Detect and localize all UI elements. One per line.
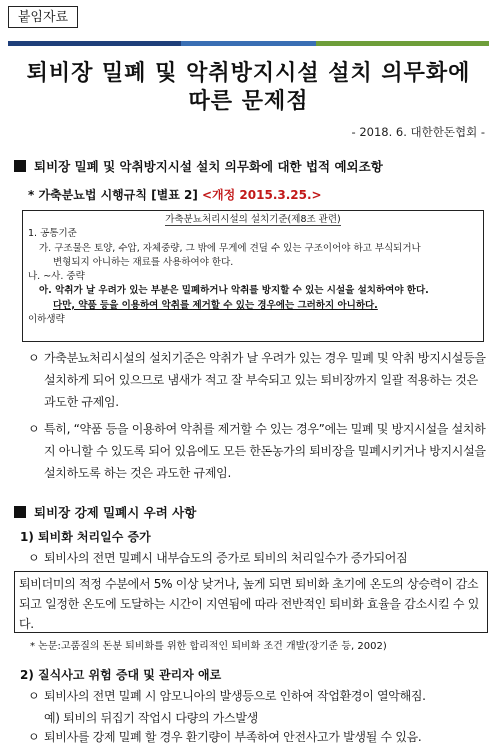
citation-note: * 논문:고품질의 돈분 퇴비화를 위한 합리적인 퇴비화 조건 개발(장기준 등, 2002) — [30, 641, 387, 652]
law-line-emphasis: 아. 악취가 날 우려가 있는 부분은 밀폐하거나 악취를 방지할 수 있는 시설을 설치하여야 한다. — [39, 285, 429, 297]
section1-heading: 퇴비장 밀폐 및 악취방지시설 설치 의무화에 대한 법적 예외조항 — [14, 157, 383, 175]
section1-law-reference: * 가축분뇨법 시행규칙 [별표 2] <개정 2015.3.25.> — [28, 188, 322, 202]
paragraph-4-example: 예) 퇴비의 뒤집기 작업시 다량의 가스발생 — [44, 711, 258, 725]
document-title-line2: 따른 문제점 — [188, 88, 309, 114]
subheading-1: 1) 퇴비화 처리일수 증가 — [20, 530, 151, 544]
law-excerpt-title: 가축분뇨처리시설의 설치기준(제8조 관련) — [165, 214, 341, 225]
subheading-2: 2) 질식사고 위험 증대 및 관리자 애로 — [20, 668, 222, 682]
revision-date: <개정 2015.3.25.> — [202, 188, 322, 202]
circle-bullet-icon: ㅇ — [28, 730, 40, 744]
attachment-tag: 붙임자료 — [8, 6, 78, 28]
header-color-bar — [8, 41, 489, 46]
dateline: - 2018. 6. 대한한돈협회 - — [351, 125, 485, 139]
paragraph-1: ㅇ 가축분뇨처리시설의 설치기준은 악취가 날 우려가 있는 경우 밀폐 및 악취 방지시설등을 설치하게 되어 있으므로 냄새가 적고 잘 부숙되고 있는 퇴비장까지 일괄 적용하는 것은 과도한 규제임. — [28, 347, 490, 413]
document-title-line1: 퇴비장 밀폐 및 악취방지시설 설치 의무화에 — [26, 60, 471, 86]
law-line: 이하생략 — [28, 313, 65, 325]
paragraph-5: ㅇ 퇴비사를 강제 밀폐 할 경우 환기량이 부족하여 안전사고가 발생될 수 있음. — [28, 726, 490, 748]
paragraph-3: ㅇ 퇴비사의 전면 밀폐시 내부습도의 증가로 퇴비의 처리일수가 증가되어짐 — [28, 547, 490, 569]
law-line: 가. 구조물은 토양, 수압, 자체중량, 그 밖에 무게에 견딜 수 있는 구조이어야 하고 부식되거나 — [39, 242, 421, 254]
circle-bullet-icon: ㅇ — [28, 551, 40, 565]
paragraph-2: ㅇ 특히, “약품 등을 이용하여 악취를 제거할 수 있는 경우”에는 밀폐 및 방지시설을 설치하지 아니할 수 있도록 되어 있음에도 모든 한돈농가의 퇴비장을 밀폐시키거나 방지시설을 설치하도록 하는 것은 과도한 규제임. — [28, 418, 490, 484]
law-line: 변형되지 아니하는 재료를 사용하여야 한다. — [53, 256, 234, 268]
circle-bullet-icon: ㅇ — [28, 689, 40, 703]
law-excerpt-box — [22, 210, 484, 342]
law-line: 나. ~사. 중략 — [28, 271, 85, 282]
law-line-emphasis: 다만, 약품 등을 이용하여 악취를 제거할 수 있는 경우에는 그러하지 아니하다. — [53, 299, 378, 311]
black-square-icon — [14, 506, 26, 518]
law-line: 1. 공통기준 — [28, 228, 77, 240]
black-square-icon — [14, 160, 26, 172]
research-quote-box: 퇴비더미의 적정 수분에서 5% 이상 낮거나, 높게 되면 퇴비화 초기에 온도의 상승력이 감소되고 일정한 온도에 도달하는 시간이 지연됨에 따라 전반적인 퇴비화 효율을 감소시킬 수 있다. — [14, 571, 488, 633]
circle-bullet-icon: ㅇ — [28, 422, 40, 436]
paragraph-4: ㅇ 퇴비사의 전면 밀폐 시 암모니아의 발생등으로 인하여 작업환경이 열악해짐. 예) 퇴비의 뒤집기 작업시 다량의 가스발생 — [28, 685, 490, 729]
circle-bullet-icon: ㅇ — [28, 351, 40, 365]
section2-heading: 퇴비장 강제 밀폐시 우려 사항 — [14, 503, 196, 521]
